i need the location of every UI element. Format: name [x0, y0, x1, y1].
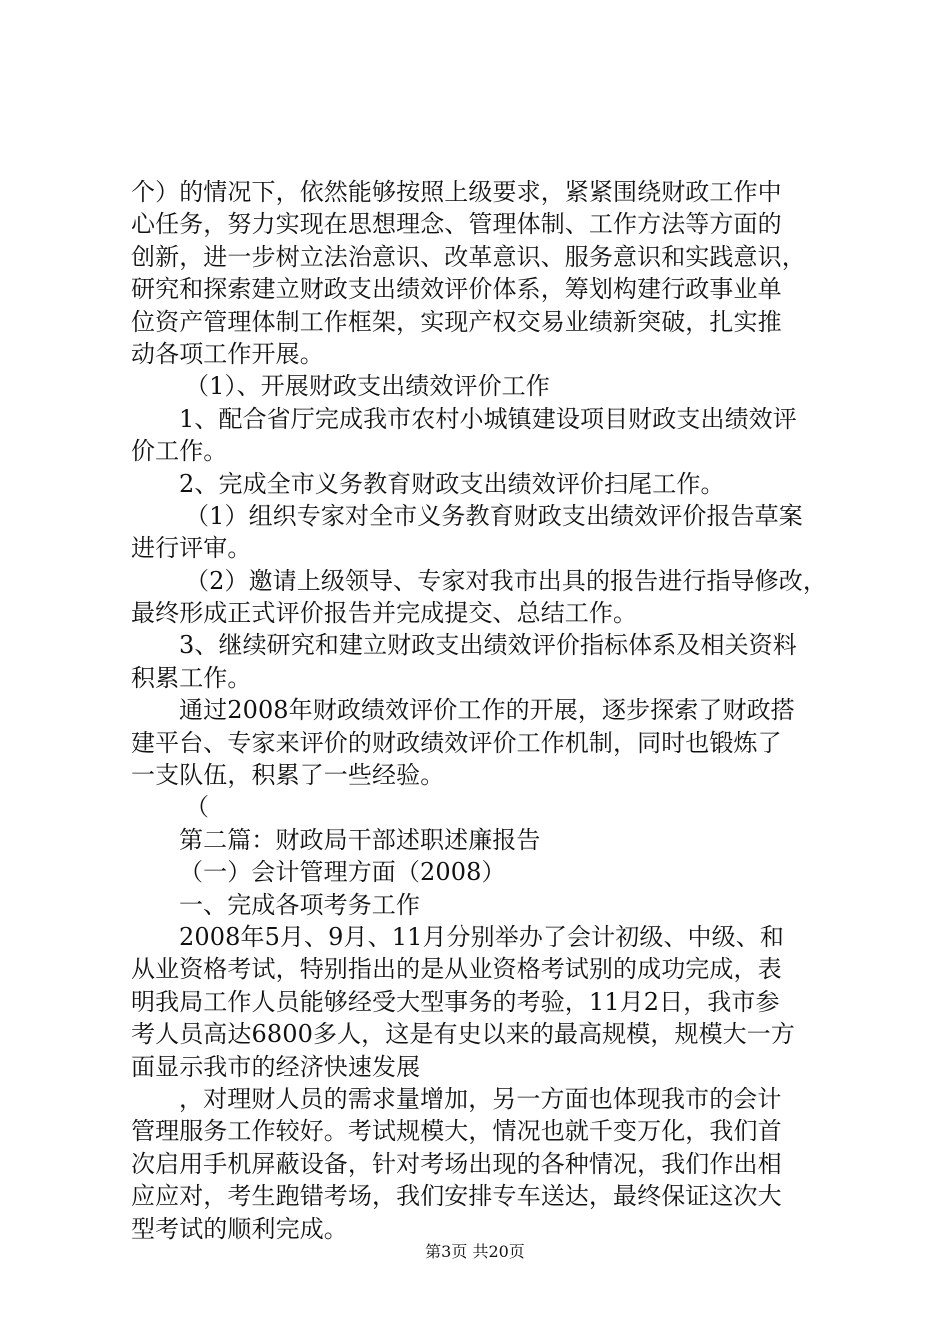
text-line: 面显示我市的经济快速发展 — [131, 1052, 421, 1081]
text-line: ，对理财人员的需求量增加，另一方面也体现我市的会计 — [179, 1084, 782, 1113]
text-line: 建平台、专家来评价的财政绩效评价工作机制，同时也锻炼了 — [131, 728, 782, 757]
text-line: 明我局工作人员能够经受大型事务的考验，11月2日，我市参 — [131, 987, 780, 1016]
document-body — [131, 176, 831, 1245]
text-line: 第二篇：财政局干部述职述廉报告 — [179, 825, 541, 854]
text-line: 从业资格考试，特别指出的是从业资格考试别的成功完成，表 — [131, 955, 782, 984]
text-line: 管理服务工作较好。考试规模大，情况也就千变万化，我们首 — [131, 1117, 782, 1146]
text-line: 个）的情况下，依然能够按照上级要求，紧紧围绕财政工作中 — [131, 178, 782, 206]
text-line: （1）组织专家对全市义务教育财政支出绩效评价报告草案 — [185, 501, 803, 530]
text-line: 研究和探索建立财政支出绩效评价体系，筹划构建行政事业单 — [131, 275, 782, 304]
text-line: 心任务，努力实现在思想理念、管理体制、工作方法等方面的 — [131, 210, 782, 239]
text-line: 3、继续研究和建立财政支出绩效评价指标体系及相关资料 — [179, 631, 797, 660]
text-line: 最终形成正式评价报告并完成提交、总结工作。 — [131, 599, 638, 628]
text-line: 2008年5月、9月、11月分别举办了会计初级、中级、和 — [179, 922, 784, 951]
text-line: （一）会计管理方面（2008） — [179, 858, 506, 887]
text-line: 积累工作。 — [131, 663, 252, 692]
text-line: 考人员高达6800多人，这是有史以来的最高规模，规模大一方 — [131, 1020, 795, 1049]
page-number-footer: 第3页 共20页 — [425, 1242, 525, 1261]
text-line: 通过2008年财政绩效评价工作的开展，逐步探索了财政搭 — [179, 696, 795, 725]
text-line: 2、完成全市义务教育财政支出绩效评价扫尾工作。 — [179, 469, 725, 498]
text-line: 应应对，考生跑错考场，我们安排专车送达，最终保证这次大 — [131, 1182, 782, 1211]
text-line: 价工作。 — [131, 437, 228, 466]
text-line: 进行评审。 — [131, 534, 252, 563]
text-line: 一、完成各项考务工作 — [179, 890, 420, 919]
text-line: 1、配合省厅完成我市农村小城镇建设项目财政支出绩效评 — [179, 404, 797, 433]
text-line: 一支队伍，积累了一些经验。 — [131, 761, 445, 790]
text-line: （1）、开展财政支出绩效评价工作 — [185, 372, 550, 401]
text-line: （ — [185, 793, 210, 822]
text-line: 次启用手机屏蔽设备，针对考场出现的各种情况，我们作出相 — [131, 1149, 782, 1178]
text-line: （2）邀请上级领导、专家对我市出具的报告进行指导修改， — [185, 566, 827, 595]
text-line: 位资产管理体制工作框架，实现产权交易业绩新突破，扎实推 — [131, 307, 782, 336]
text-line: 创新，进一步树立法治意识、改革意识、服务意识和实践意识， — [131, 242, 806, 271]
text-line: 动各项工作开展。 — [131, 339, 324, 368]
text-line: 型考试的顺利完成。 — [131, 1214, 348, 1243]
